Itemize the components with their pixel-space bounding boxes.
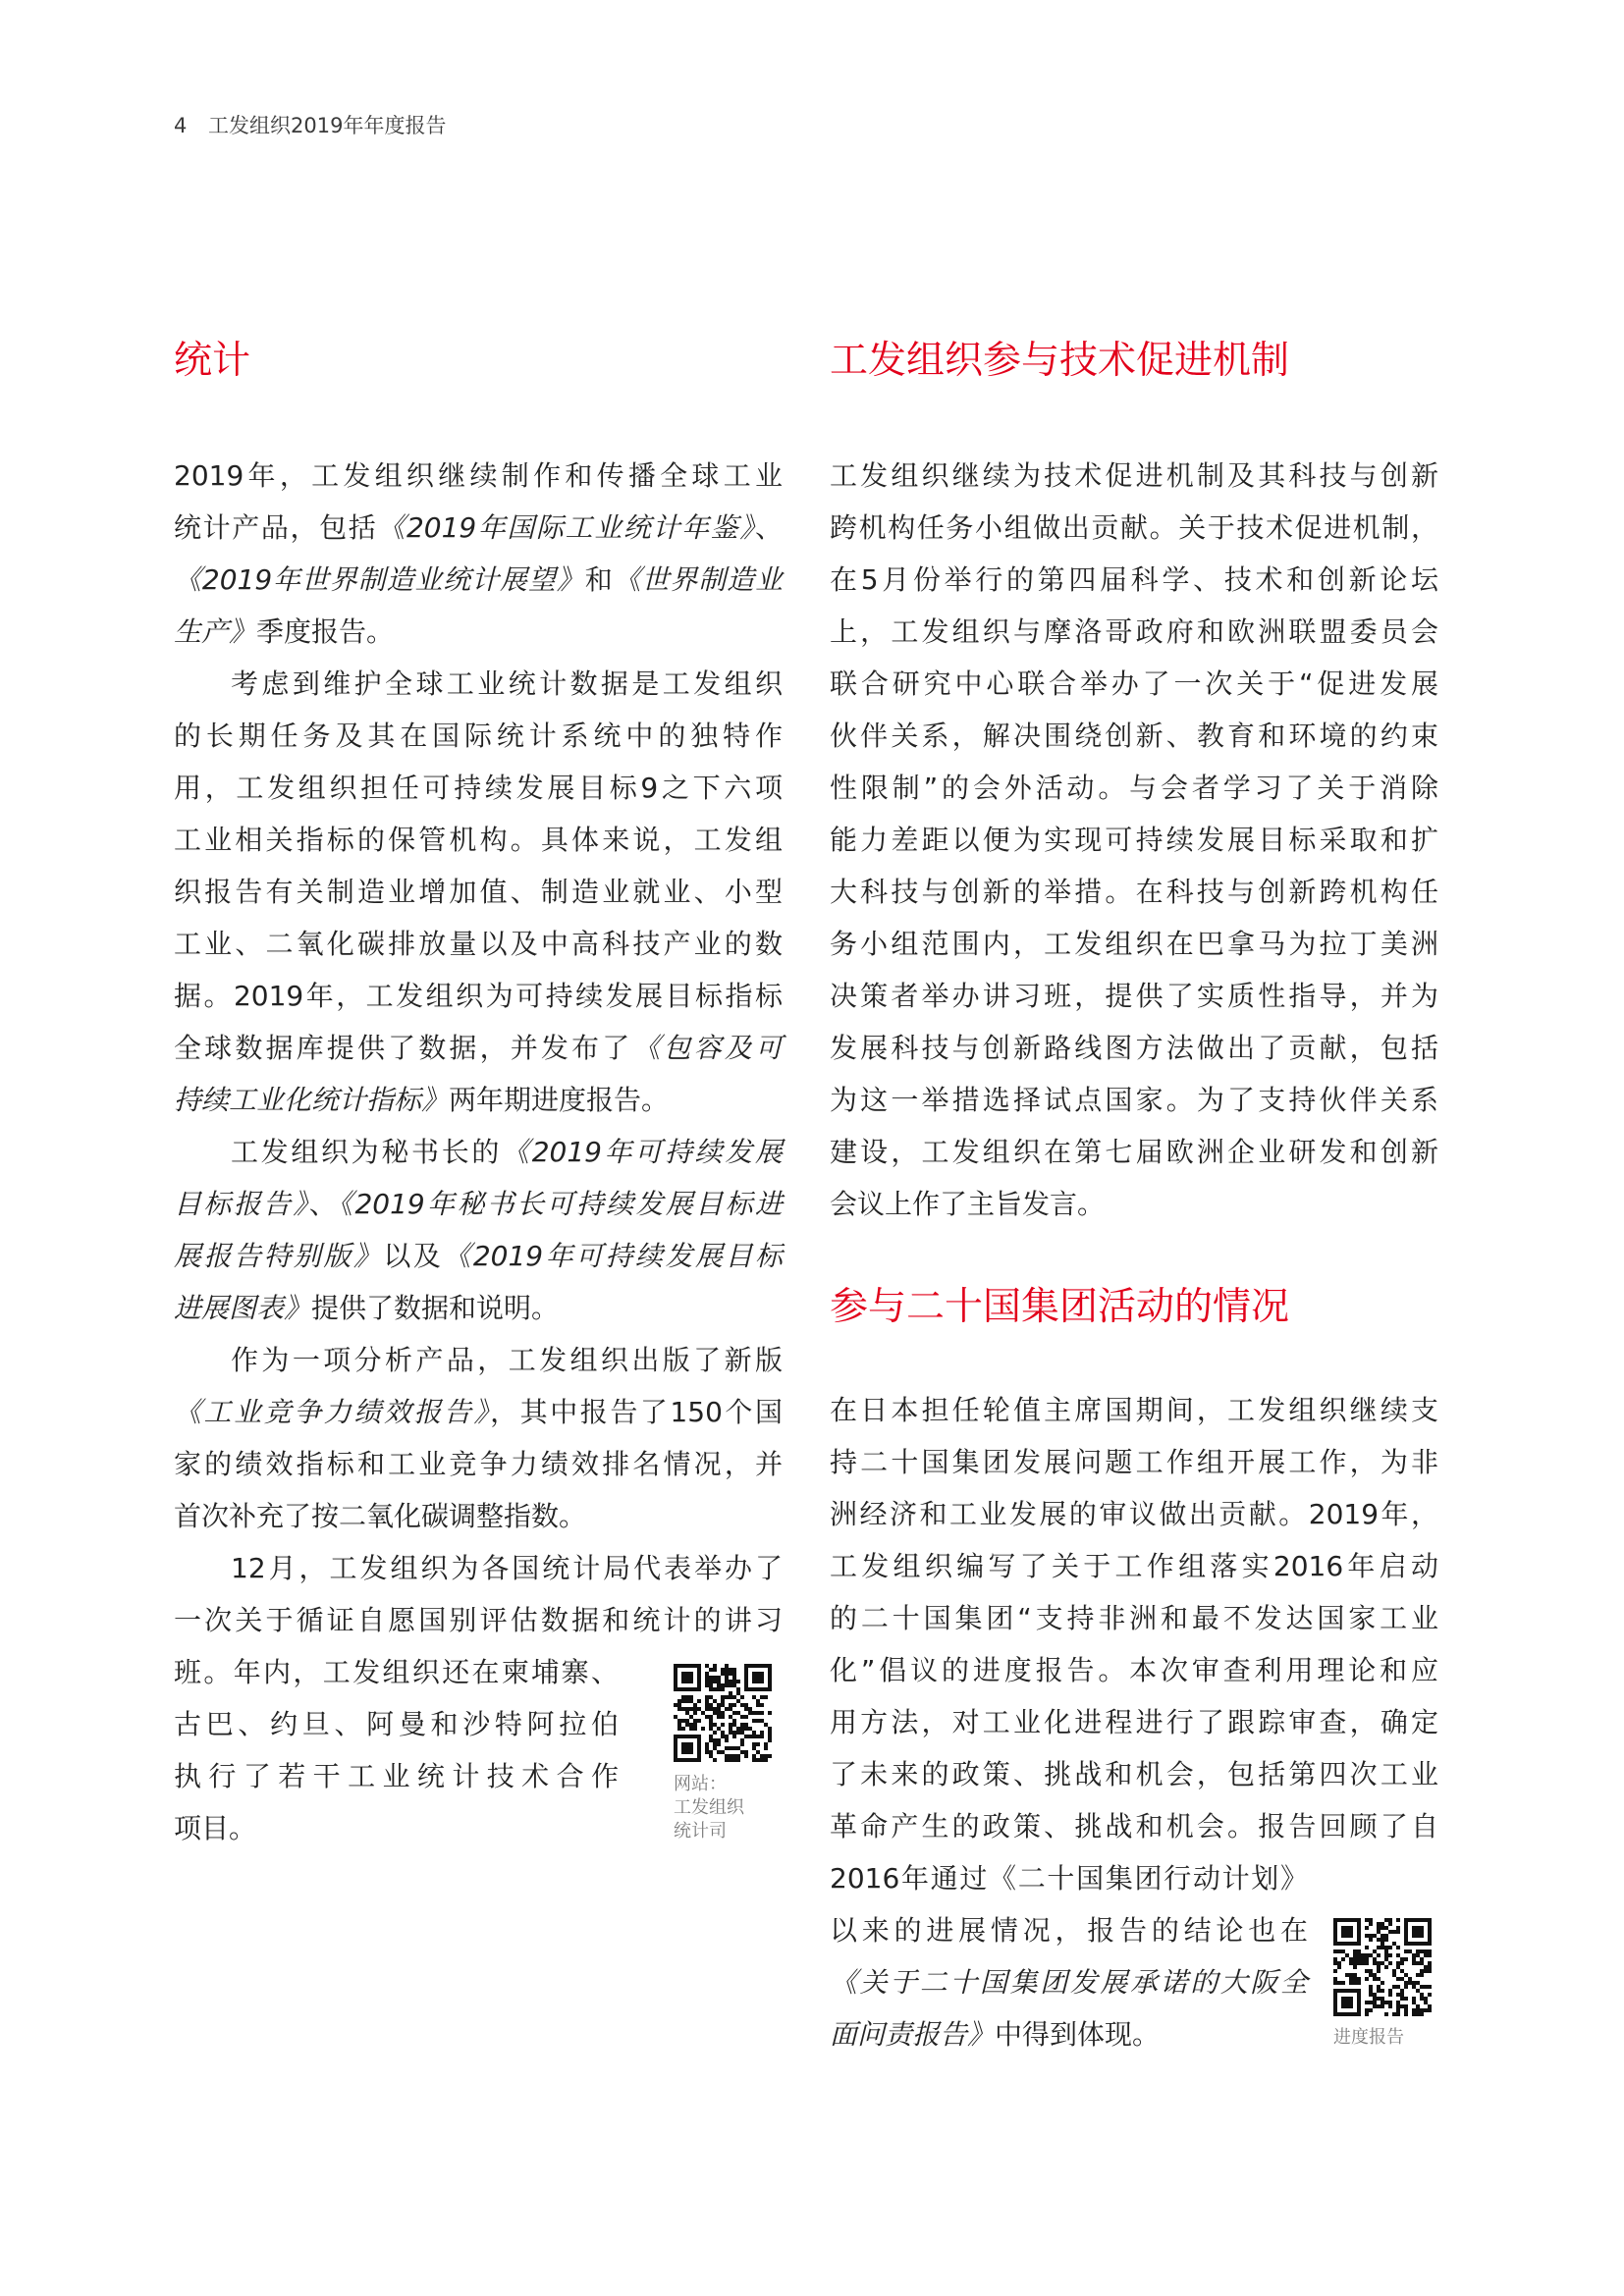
qr-caption-line: 统计司	[674, 1821, 727, 1842]
paragraph-line: 上，工发组织与摩洛哥政府和欧洲联盟委员会	[830, 615, 1438, 648]
paragraph-line: 工业相关指标的保管机构。具体来说，工发组	[174, 824, 783, 856]
running-title: 工发组织2019年年度报告	[208, 114, 447, 137]
publication-title: 进展图表》	[174, 1292, 312, 1324]
paragraph-line: 织报告有关制造业增加值、制造业就业、小型	[174, 876, 783, 908]
publication-title: 《2019年国际工业统计年鉴》	[377, 511, 755, 544]
paragraph-line: 洲经济和工业发展的审议做出贡献。2019年，	[830, 1498, 1438, 1530]
technology-facilitation-body	[830, 450, 1438, 1230]
publication-title: 展报告特别版》	[174, 1240, 384, 1272]
publication-title: 《世界制造业	[613, 563, 783, 596]
paragraph-line: 了未来的政策、挑战和机会，包括第四次工业	[830, 1758, 1438, 1790]
qr-caption-line: 工发组织	[674, 1797, 744, 1818]
paragraph-line	[174, 1386, 783, 1438]
qr-caption	[674, 1773, 744, 1843]
paragraph-line	[830, 1956, 1308, 2008]
text-run: 、	[308, 1188, 340, 1220]
publication-title: 持续工业化统计指标》	[174, 1084, 450, 1116]
paragraph-line: 为这一举措选择试点国家。为了支持伙伴关系	[830, 1084, 1438, 1116]
paragraph	[174, 450, 783, 658]
paragraph-line: 务小组范围内，工发组织在巴拿马为拉丁美洲	[830, 928, 1438, 960]
paragraph-line: 能力差距以便为实现可持续发展目标采取和扩	[830, 824, 1438, 856]
paragraph-line: 伙伴关系，解决围绕创新、教育和环境的约束	[830, 720, 1438, 752]
text-run: 两年期进度报告。	[449, 1084, 670, 1116]
paragraph-line: 在5月份举行的第四届科学、技术和创新论坛	[830, 563, 1438, 596]
paragraph-line	[174, 1282, 783, 1334]
technology-facilitation-heading: 工发组织参与技术促进机制	[830, 339, 1290, 383]
paragraph-line: 工业、二氧化碳排放量以及中高科技产业的数	[174, 928, 783, 960]
paragraph	[830, 450, 1438, 1230]
paragraph	[174, 1334, 783, 1542]
paragraph-line: 决策者举办讲习班，提供了实质性指导，并为	[830, 980, 1438, 1012]
paragraph-line	[174, 1074, 783, 1126]
paragraph-line: 大科技与创新的举措。在科技与创新跨机构任	[830, 876, 1438, 908]
paragraph	[174, 658, 783, 1126]
paragraph-line: 项目。	[174, 1812, 257, 1844]
paragraph-line: 家的绩效指标和工业竞争力绩效排名情况，并	[174, 1448, 783, 1480]
paragraph-line	[174, 1022, 783, 1074]
text-run: 季度报告。	[256, 615, 395, 648]
paragraph-line: 发展科技与创新路线图方法做出了贡献，包括	[830, 1032, 1438, 1064]
publication-title: 《包容及可	[632, 1032, 783, 1064]
running-header	[174, 111, 763, 140]
publication-title: 《2019年可持续发展目标	[443, 1240, 783, 1272]
publication-title: 目标报告》	[174, 1188, 309, 1220]
paragraph-line: 革命产生的政策、挑战和机会。报告回顾了自	[830, 1810, 1438, 1842]
paragraph-line: 用方法，对工业化进程进行了跟踪审查，确定	[830, 1706, 1438, 1738]
text-run: 工发组织为秘书长的	[231, 1136, 503, 1168]
paragraph-line: 2019年，工发组织继续制作和传播全球工业	[174, 459, 783, 492]
qr-caption: 进度报告	[1333, 2027, 1404, 2048]
paragraph-line: 化”倡议的进度报告。本次审查利用理论和应	[830, 1654, 1438, 1686]
paragraph-line: 一次关于循证自愿国别评估数据和统计的讲习	[174, 1604, 783, 1636]
statistics-body	[174, 450, 783, 1854]
text-run: 和	[584, 563, 614, 596]
publication-title: 《2019年可持续发展	[502, 1136, 783, 1168]
qr-caption-line: 网站：	[674, 1774, 727, 1794]
publication-title: 《2019年秘书长可持续发展目标进	[339, 1188, 783, 1220]
paragraph-line: 工发组织继续为技术促进机制及其科技与创新	[830, 459, 1438, 492]
text-run: 统计产品，包括	[174, 511, 378, 544]
g20-heading: 参与二十国集团活动的情况	[830, 1285, 1290, 1329]
paragraph-line: 建设，工发组织在第七届欧洲企业研发和创新	[830, 1136, 1438, 1168]
text-run: 中得到体现。	[995, 2018, 1161, 2051]
paragraph-line: 的长期任务及其在国际统计系统中的独特作	[174, 720, 783, 752]
paragraph-line	[174, 1178, 783, 1230]
paragraph-line	[174, 554, 783, 606]
statistics-website-qr-code	[674, 1664, 772, 1762]
text-run: 、	[754, 511, 783, 544]
text-run: 全球数据库提供了数据，并发布了	[174, 1032, 633, 1064]
paragraph-line: 会议上作了主旨发言。	[830, 1188, 1106, 1220]
publication-title: 生产》	[174, 615, 257, 648]
text-run: 以及	[383, 1240, 444, 1272]
paragraph-line	[174, 502, 783, 554]
paragraph-line: 以来的进展情况，报告的结论也在	[830, 1914, 1308, 1947]
paragraph-line: 古巴、约旦、阿曼和沙特阿拉伯	[174, 1708, 619, 1740]
paragraph-line: 2016年通过《二十国集团行动计划》	[830, 1862, 1308, 1895]
paragraph-line	[174, 606, 783, 658]
text-run: 提供了数据和说明。	[311, 1292, 560, 1324]
text-run: ，其中报告了150个国	[490, 1396, 783, 1428]
paragraph-line	[174, 1126, 783, 1178]
paragraph-line: 性限制”的会外活动。与会者学习了关于消除	[830, 772, 1438, 804]
publication-title: 面问责报告》	[830, 2018, 996, 2051]
paragraph-line: 执行了若干工业统计技术合作	[174, 1760, 619, 1792]
paragraph-line: 据。2019年，工发组织为可持续发展目标指标	[174, 980, 783, 1012]
paragraph-line: 的二十国集团“支持非洲和最不发达国家工业	[830, 1602, 1438, 1634]
publication-title: 《工业竞争力绩效报告》	[174, 1396, 491, 1428]
paragraph-line	[174, 1230, 783, 1282]
paragraph-line: 在日本担任轮值主席国期间，工发组织继续支	[830, 1394, 1438, 1426]
publication-title: 《关于二十国集团发展承诺的大阪全	[830, 1966, 1308, 1999]
statistics-heading: 统计	[174, 339, 251, 383]
publication-title: 《2019年世界制造业统计展望》	[174, 563, 585, 596]
paragraph-line: 用，工发组织担任可持续发展目标9之下六项	[174, 772, 783, 804]
paragraph-line: 班。年内，工发组织还在柬埔寨、	[174, 1656, 619, 1688]
progress-report-qr-code	[1333, 1918, 1432, 2016]
paragraph-line: 考虑到维护全球工业统计数据是工发组织	[231, 667, 783, 700]
paragraph-line: 持二十国集团发展问题工作组开展工作，为非	[830, 1446, 1438, 1478]
paragraph-line: 工发组织编写了关于工作组落实2016年启动	[830, 1550, 1438, 1582]
page-number: 4	[174, 114, 188, 137]
paragraph-line: 首次补充了按二氧化碳调整指数。	[174, 1500, 587, 1532]
paragraph-line: 跨机构任务小组做出贡献。关于技术促进机制，	[830, 511, 1438, 544]
paragraph-line: 作为一项分析产品，工发组织出版了新版	[231, 1344, 783, 1376]
paragraph-line: 12月，工发组织为各国统计局代表举办了	[231, 1552, 783, 1584]
paragraph	[174, 1126, 783, 1334]
paragraph-line: 联合研究中心联合举办了一次关于“促进发展	[830, 667, 1438, 700]
